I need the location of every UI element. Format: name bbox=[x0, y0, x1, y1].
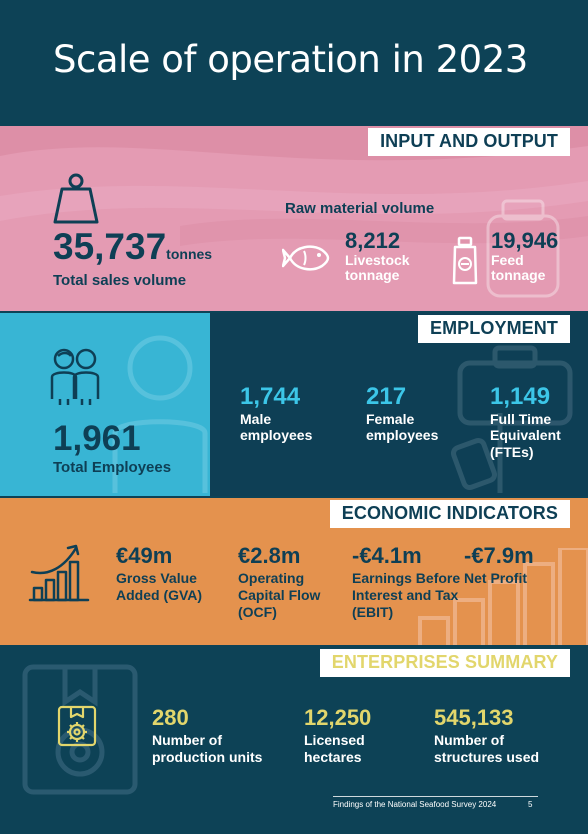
hectares-value: 12,250 bbox=[304, 705, 372, 730]
enterprises-section bbox=[0, 647, 588, 797]
net-profit-label: Net Profit bbox=[464, 570, 527, 586]
total-employees-value: 1,961 bbox=[53, 419, 141, 458]
hectares-label-line2: hectares bbox=[304, 749, 362, 765]
hectares-label-line1: Licensed bbox=[304, 732, 365, 748]
page-title: Scale of operation in 2023 bbox=[53, 38, 528, 81]
ebit-value: -€4.1m bbox=[352, 543, 422, 568]
growth-chart-icon bbox=[28, 542, 90, 604]
female-label-line1: Female bbox=[366, 411, 415, 427]
feed-label-line2: tonnage bbox=[491, 267, 546, 283]
page-number: 5 bbox=[528, 800, 533, 809]
section-heading-employment: EMPLOYMENT bbox=[418, 315, 570, 343]
ocf-value: €2.8m bbox=[238, 543, 301, 568]
livestock-label-line2: tonnage bbox=[345, 267, 400, 283]
total-sales-label: Total sales volume bbox=[53, 272, 187, 289]
production-units-label-line2: production units bbox=[152, 749, 263, 765]
ocf-label-line2: Capital Flow bbox=[238, 587, 321, 603]
male-label-line1: Male bbox=[240, 411, 272, 427]
footer-text: Findings of the National Seafood Survey 2024 bbox=[333, 800, 497, 809]
gva-value: €49m bbox=[116, 543, 173, 568]
fte-label-line3: (FTEs) bbox=[490, 444, 534, 460]
feed-bag-icon bbox=[452, 236, 478, 286]
gva-label-line2: Added (GVA) bbox=[116, 587, 203, 603]
production-units-label-line1: Number of bbox=[152, 732, 222, 748]
female-label-line2: employees bbox=[366, 427, 439, 443]
total-employees-label: Total Employees bbox=[53, 459, 172, 476]
fte-label-line1: Full Time bbox=[490, 411, 552, 427]
ocf-label-line3: (OCF) bbox=[238, 604, 277, 620]
section-heading-economic: ECONOMIC INDICATORS bbox=[330, 500, 570, 528]
production-units-value: 280 bbox=[152, 705, 189, 730]
structures-label-line1: Number of bbox=[434, 732, 504, 748]
net-profit-value: -€7.9m bbox=[464, 543, 534, 568]
section-heading-input-output: INPUT AND OUTPUT bbox=[368, 128, 570, 156]
economic-section bbox=[0, 498, 588, 645]
ebit-label-line1: Earnings Before bbox=[352, 570, 461, 586]
female-value: 217 bbox=[366, 383, 407, 410]
total-sales-value: 35,737tonnes bbox=[53, 226, 213, 267]
footer-divider bbox=[333, 796, 538, 797]
fte-label-line2: Equivalent bbox=[490, 427, 561, 443]
ebit-label-line2: Interest and Tax bbox=[352, 587, 459, 603]
livestock-label-line1: Livestock bbox=[345, 252, 410, 268]
weight-icon bbox=[53, 173, 99, 225]
structures-label-line2: structures used bbox=[434, 749, 540, 765]
ocf-label-line1: Operating bbox=[238, 570, 305, 586]
fish-icon bbox=[282, 241, 330, 275]
total-sales-unit: tonnes bbox=[166, 246, 213, 262]
ebit-label-line3: (EBIT) bbox=[352, 604, 394, 620]
people-icon bbox=[50, 347, 100, 407]
feed-value: 19,946 bbox=[491, 228, 559, 253]
feed-label-line1: Feed bbox=[491, 252, 524, 268]
raw-material-heading: Raw material volume bbox=[285, 200, 435, 217]
input-output-section bbox=[0, 126, 588, 311]
fte-value: 1,149 bbox=[490, 383, 551, 410]
male-value: 1,744 bbox=[240, 383, 301, 410]
gva-label-line1: Gross Value bbox=[116, 570, 197, 586]
employment-total-panel bbox=[0, 313, 210, 496]
employment-section bbox=[0, 313, 588, 496]
box-gear-icon bbox=[57, 705, 97, 747]
section-heading-enterprises: ENTERPRISES SUMMARY bbox=[320, 649, 570, 677]
structures-value: 545,133 bbox=[434, 705, 514, 730]
male-label-line2: employees bbox=[240, 427, 313, 443]
livestock-value: 8,212 bbox=[345, 228, 401, 253]
